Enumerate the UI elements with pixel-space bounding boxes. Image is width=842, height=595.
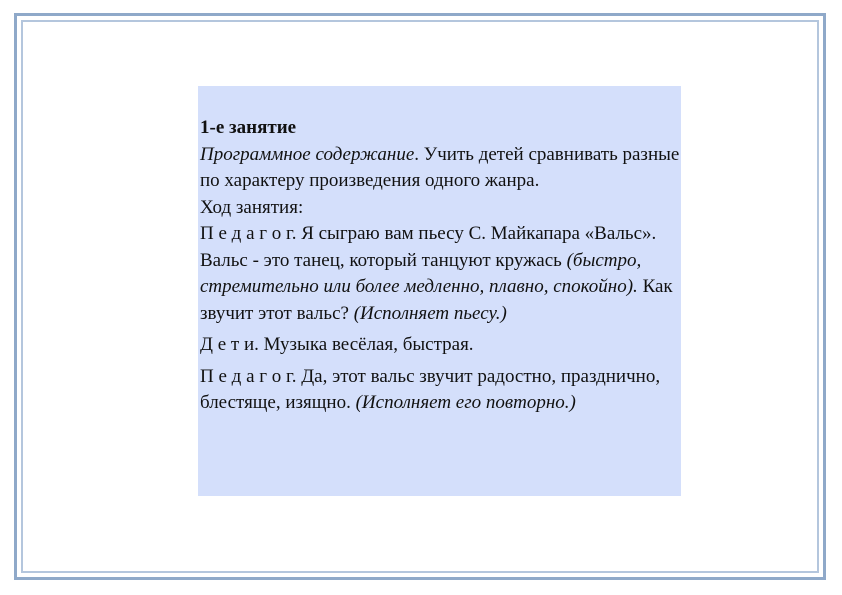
speaker-teacher: П е д а г о г. [200, 365, 297, 387]
speaker-children: Д е т и. [200, 334, 259, 355]
teacher-line-2: П е д а г о г. Да, этот вальс звучит радостно, празднично, блестяще, изящно. (Исполняет его повторно.) [200, 365, 661, 413]
children-line: Д е т и. Музыка весёлая, быстрая. [200, 334, 474, 355]
lesson-text-box [198, 86, 681, 496]
course-label: Ход занятия: [200, 196, 304, 218]
program-text: . Учить детей сравнивать разные по характеру произведения одного жанра. [200, 143, 680, 191]
program-content [200, 142, 681, 195]
stage-direction: (Исполняет его повторно.) [355, 392, 576, 413]
lesson-heading: 1-е занятие [200, 117, 297, 138]
speaker-teacher: П е д а г о г. [200, 223, 297, 244]
teacher-line-1: П е д а г о г. Я сыграю вам пьесу С. Майкапара «Вальс». Вальс - это танец, который танцуют кружась (быстро, стремительно или более медленно, плавно, спокойно). Как звучит этот вальс? (Исполняет пьесу.) [200, 223, 673, 324]
program-label: Программное содержание [200, 143, 415, 165]
stage-direction: (Исполняет пьесу.) [353, 302, 507, 324]
